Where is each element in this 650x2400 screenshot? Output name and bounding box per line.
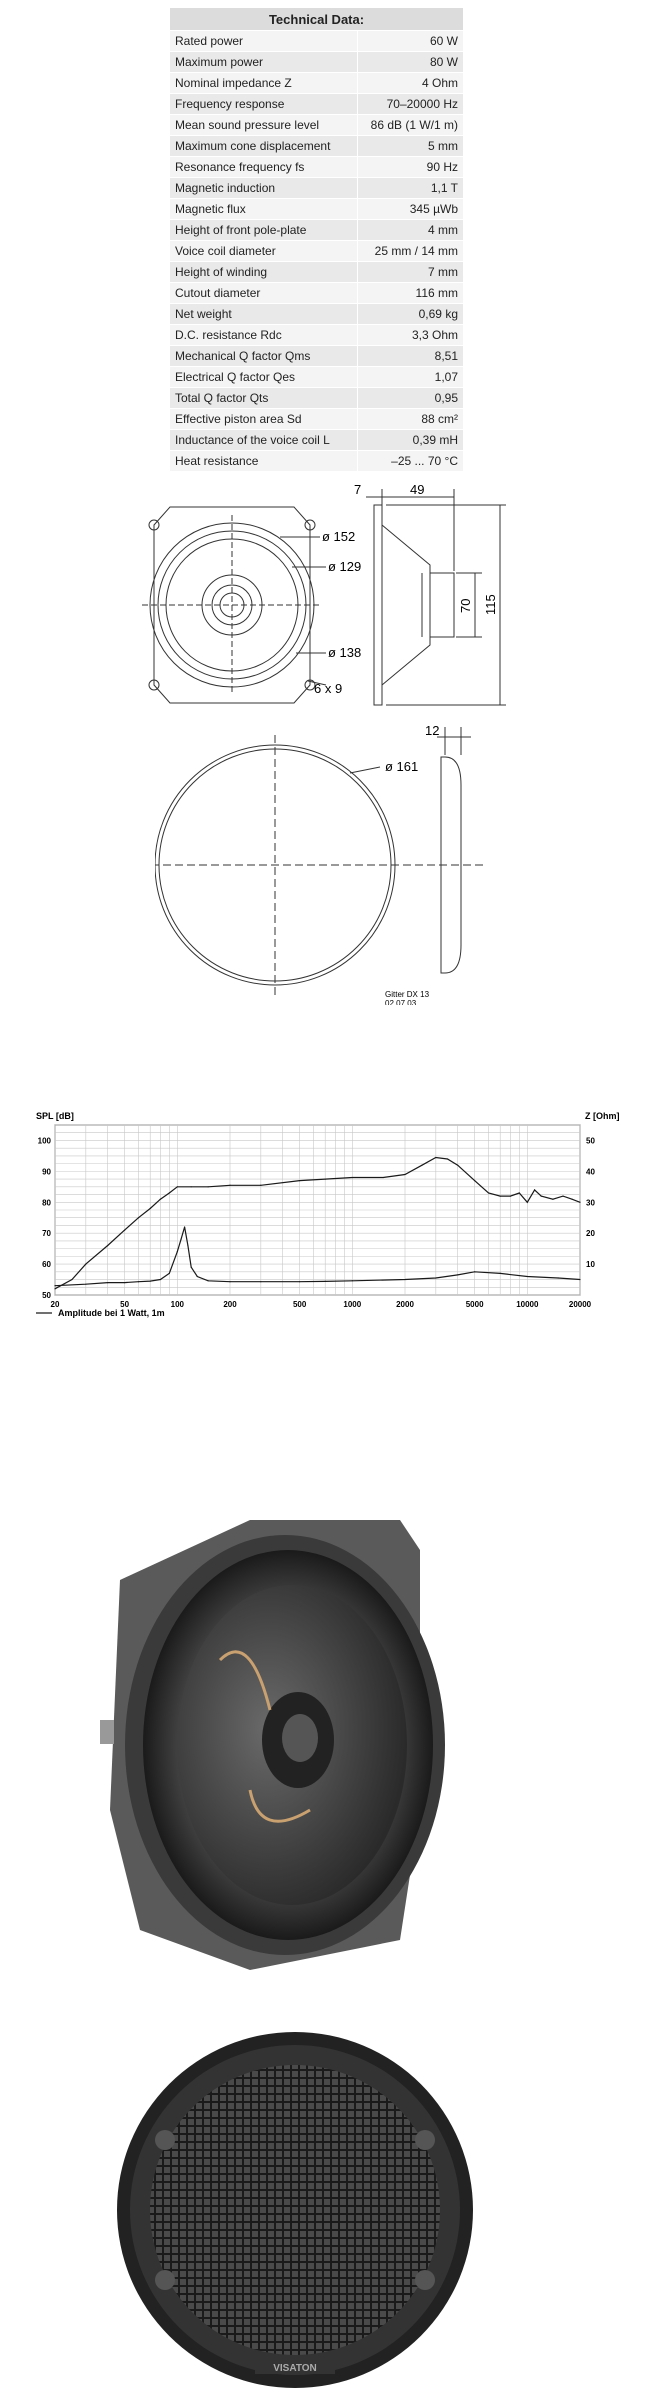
drawing-caption-1: Gitter DX 13 (385, 990, 430, 999)
technical-data-table (170, 8, 463, 471)
impedance-point (299, 1281, 300, 1282)
spec-label: Maximum power (170, 52, 358, 73)
impedance-point (184, 1226, 185, 1227)
spec-value: 25 mm / 14 mm (358, 241, 464, 262)
impedance-point (474, 1271, 475, 1272)
spec-value: 88 cm² (358, 409, 464, 430)
impedance-point (187, 1245, 188, 1246)
spec-label: Resonance frequency fs (170, 157, 358, 178)
table-row (170, 367, 463, 388)
spec-value: 4 Ohm (358, 73, 464, 94)
x-tick-label: 20 (50, 1300, 60, 1309)
dim-d152: ø 152 (322, 529, 356, 544)
x-tick-label: 10000 (516, 1300, 539, 1309)
grille-photo (115, 2030, 475, 2390)
table-row (170, 94, 463, 115)
impedance-point (124, 1282, 125, 1283)
spl-point (71, 1279, 72, 1280)
spl-point (191, 1186, 192, 1187)
spec-value: 80 W (358, 52, 464, 73)
spl-point (325, 1178, 326, 1179)
spl-curve (55, 1158, 580, 1289)
impedance-point (138, 1281, 139, 1282)
table-row (170, 199, 463, 220)
x-tick-label: 100 (170, 1300, 184, 1309)
spl-point (552, 1199, 553, 1200)
spl-point (160, 1199, 161, 1200)
spl-point (435, 1157, 436, 1158)
x-tick-label: 50 (120, 1300, 130, 1309)
table-row (170, 304, 463, 325)
chart-grid (55, 1125, 580, 1295)
dim-holes: 6 x 9 (314, 681, 343, 696)
drawing-caption-2: 02 07 03 (385, 999, 417, 1005)
spl-point (562, 1195, 563, 1196)
spec-label: Rated power (170, 31, 358, 52)
spec-value: 90 Hz (358, 157, 464, 178)
y-tick-label: 100 (37, 1136, 51, 1146)
y2-axis-label: Z [Ohm] (585, 1111, 620, 1121)
table-row (170, 262, 463, 283)
spl-point (421, 1165, 422, 1166)
spl-point (474, 1180, 475, 1181)
y2-tick-label: 40 (586, 1167, 595, 1177)
spec-label: Mechanical Q factor Qms (170, 346, 358, 367)
impedance-point (191, 1267, 192, 1268)
y-tick-label: 80 (42, 1198, 51, 1208)
spec-value: 0,69 kg (358, 304, 464, 325)
table-row (170, 115, 463, 136)
speaker-dimension-drawing (130, 485, 510, 725)
y-axis-label: SPL [dB] (36, 1111, 74, 1121)
dim-d129: ø 129 (328, 559, 362, 574)
impedance-point (85, 1284, 86, 1285)
spec-label: Effective piston area Sd (170, 409, 358, 430)
impedance-point (150, 1280, 151, 1281)
impedance-point (457, 1274, 458, 1275)
spl-point (527, 1202, 528, 1203)
table-row (170, 451, 463, 472)
table-row (170, 283, 463, 304)
spl-point (54, 1288, 55, 1289)
spec-label: Voice coil diameter (170, 241, 358, 262)
spec-value: 1,1 T (358, 178, 464, 199)
impedance-point (177, 1251, 178, 1252)
table-row (170, 31, 463, 52)
spec-value: 70–20000 Hz (358, 94, 464, 115)
spl-point (208, 1186, 209, 1187)
spec-label: D.C. resistance Rdc (170, 325, 358, 346)
dim-49: 49 (410, 485, 425, 497)
spec-label: Net weight (170, 304, 358, 325)
spec-label: Mean sound pressure level (170, 115, 358, 136)
impedance-point (352, 1280, 353, 1281)
impedance-point (180, 1239, 181, 1240)
spl-point (124, 1229, 125, 1230)
spec-value: 86 dB (1 W/1 m) (358, 115, 464, 136)
spec-label: Height of front pole-plate (170, 220, 358, 241)
spl-point (488, 1192, 489, 1193)
x-tick-label: 2000 (396, 1300, 414, 1309)
spec-label: Electrical Q factor Qes (170, 367, 358, 388)
spec-label: Nominal impedance Z (170, 73, 358, 94)
spec-value: 0,39 mH (358, 430, 464, 451)
dim-d138: ø 138 (328, 645, 362, 660)
spec-label: Magnetic flux (170, 199, 358, 220)
spec-value: 345 µWb (358, 199, 464, 220)
spec-label: Magnetic induction (170, 178, 358, 199)
table-row (170, 178, 463, 199)
spl-point (138, 1217, 139, 1218)
spl-point (383, 1177, 384, 1178)
table-row (170, 388, 463, 409)
y-tick-label: 90 (42, 1167, 51, 1177)
table-title: Technical Data: (170, 8, 463, 31)
x-tick-label: 5000 (465, 1300, 484, 1309)
spl-point (579, 1202, 580, 1203)
spec-value: 116 mm (358, 283, 464, 304)
spl-point (510, 1195, 511, 1196)
impedance-point (160, 1279, 161, 1280)
spec-label: Frequency response (170, 94, 358, 115)
spec-value: 3,3 Ohm (358, 325, 464, 346)
table-row (170, 409, 463, 430)
x-tick-label: 200 (223, 1300, 237, 1309)
spl-point (519, 1192, 520, 1193)
grille-logo: VISATON (273, 2363, 317, 2374)
dim-12: 12 (425, 725, 440, 738)
spl-point (500, 1195, 501, 1196)
chart-legend: Amplitude bei 1 Watt, 1m (58, 1308, 165, 1318)
spl-point (404, 1174, 405, 1175)
impedance-point (404, 1279, 405, 1280)
impedance-point (197, 1276, 198, 1277)
spl-point (260, 1185, 261, 1186)
y-tick-label: 70 (42, 1229, 51, 1239)
table-row (170, 136, 463, 157)
spec-value: 8,51 (358, 346, 464, 367)
impedance-point (325, 1281, 326, 1282)
dim-d161: ø 161 (385, 759, 419, 774)
frequency-response-chart (30, 1105, 630, 1320)
y2-tick-label: 20 (586, 1229, 595, 1239)
table-row (170, 430, 463, 451)
spl-point (299, 1180, 300, 1181)
x-tick-label: 500 (292, 1300, 307, 1309)
table-row (170, 73, 463, 94)
spl-point (457, 1165, 458, 1166)
spec-value: 5 mm (358, 136, 464, 157)
table-row (170, 157, 463, 178)
table-row (170, 52, 463, 73)
y-tick-label: 60 (42, 1260, 51, 1270)
x-tick-label: 1000 (343, 1300, 362, 1309)
spec-label: Maximum cone displacement (170, 136, 358, 157)
spl-point (107, 1245, 108, 1246)
y-tick-label: 50 (42, 1291, 51, 1300)
impedance-point (107, 1282, 108, 1283)
spec-label: Cutout diameter (170, 283, 358, 304)
y2-tick-label: 10 (586, 1260, 595, 1270)
spec-value: 4 mm (358, 220, 464, 241)
y2-tick-label: 30 (586, 1198, 595, 1208)
dim-115: 115 (483, 594, 498, 615)
impedance-point (558, 1277, 559, 1278)
spec-label: Heat resistance (170, 451, 358, 472)
impedance-point (579, 1279, 580, 1280)
spec-value: 0,95 (358, 388, 464, 409)
spl-point (150, 1208, 151, 1209)
dim-70: 70 (458, 598, 473, 613)
table-row (170, 241, 463, 262)
y2-tick-label: 50 (586, 1136, 595, 1146)
spl-point (177, 1186, 178, 1187)
impedance-point (435, 1277, 436, 1278)
spl-point (541, 1195, 542, 1196)
impedance-point (260, 1281, 261, 1282)
impedance-point (229, 1281, 230, 1282)
grille-dimension-drawing (155, 725, 495, 1005)
spec-label: Inductance of the voice coil L (170, 430, 358, 451)
spl-point (571, 1199, 572, 1200)
spec-label: Height of winding (170, 262, 358, 283)
spl-point (229, 1185, 230, 1186)
impedance-point (527, 1276, 528, 1277)
spec-value: 7 mm (358, 262, 464, 283)
impedance-point (54, 1285, 55, 1286)
speaker-photo (100, 1510, 460, 1980)
dim-7: 7 (354, 485, 362, 497)
table-row (170, 346, 463, 367)
chart-curves (54, 1157, 580, 1290)
spec-label: Total Q factor Qts (170, 388, 358, 409)
impedance-point (169, 1273, 170, 1274)
table-row (170, 325, 463, 346)
spl-point (352, 1177, 353, 1178)
impedance-point (500, 1273, 501, 1274)
spl-point (534, 1189, 535, 1190)
spl-point (169, 1192, 170, 1193)
table-row (170, 220, 463, 241)
x-tick-label: 20000 (568, 1300, 592, 1309)
spl-point (85, 1263, 86, 1264)
spec-value: 60 W (358, 31, 464, 52)
spec-value: 1,07 (358, 367, 464, 388)
spec-value: –25 ... 70 °C (358, 451, 464, 472)
spl-point (447, 1158, 448, 1159)
impedance-point (208, 1280, 209, 1281)
